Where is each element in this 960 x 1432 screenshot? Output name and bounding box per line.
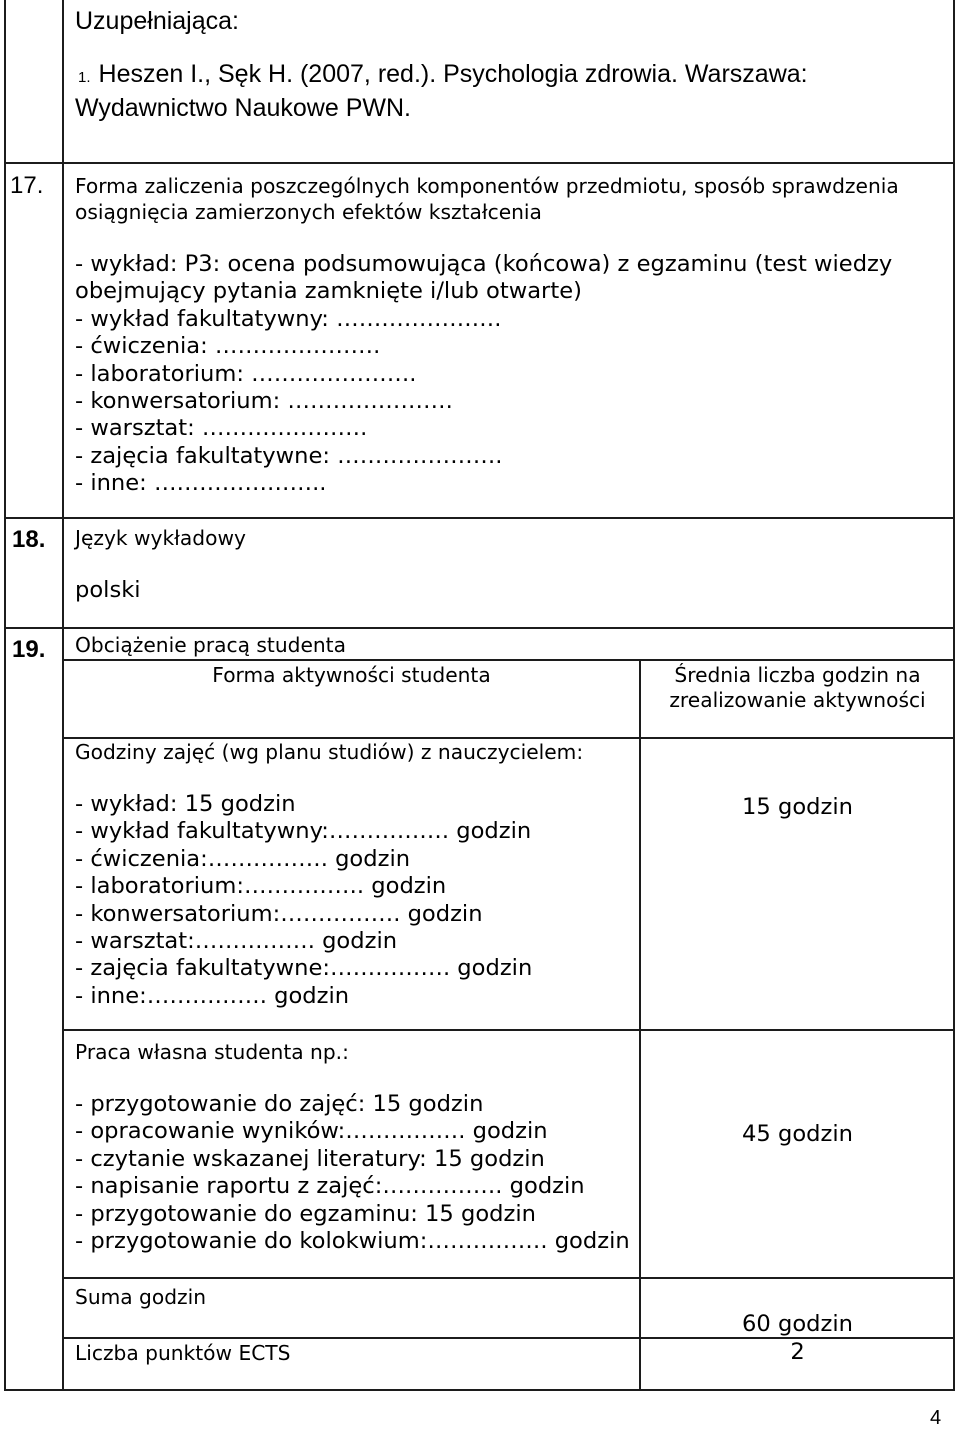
literature-label: Uzupełniająca:	[75, 7, 239, 35]
contact-hours-title: Godziny zajęć (wg planu studiów) z nauczycielem:	[75, 740, 584, 764]
literature-item-text: Heszen I., Sęk H. (2007, red.). Psychologia zdrowia. Warszawa: Wydawnictwo Naukowe PWN.	[75, 60, 808, 122]
row-divider-17	[4, 517, 955, 519]
self-study-list	[75, 1091, 630, 1255]
row-divider-18	[4, 627, 955, 629]
list-item: - konwersatorium: ………………….	[75, 388, 453, 415]
section-title-19: Obciążenie pracą studenta	[75, 633, 346, 657]
workload-column-divider	[639, 659, 641, 1391]
contact-hours-list	[75, 791, 532, 1010]
self-study-title: Praca własna studenta np.:	[75, 1040, 349, 1064]
ects-value: 2	[790, 1339, 805, 1365]
page-number: 4	[930, 1407, 942, 1429]
contact-hours-total: 15 godzin	[742, 794, 853, 820]
ects-label: Liczba punktów ECTS	[75, 1341, 291, 1365]
list-item: - warsztat:……………. godzin	[75, 928, 398, 955]
workload-contact-divider	[62, 1029, 955, 1031]
list-item: - ćwiczenia:……………. godzin	[75, 845, 411, 872]
list-item: - wykład fakultatywny: ………………….	[75, 305, 502, 332]
assessment-list	[75, 251, 935, 498]
list-item: - wykład: 15 godzin	[75, 791, 296, 817]
list-item: - przygotowanie do zajęć: 15 godzin	[75, 1091, 484, 1117]
section-title-17: Forma zaliczenia poszczególnych komponentów przedmiotu, sposób sprawdzenia osiągnięcia zamierzonych efektów kształcenia	[75, 174, 899, 224]
list-item: - inne: …………………..	[75, 470, 327, 497]
list-item: - przygotowanie do egzaminu: 15 godzin	[75, 1200, 536, 1227]
workload-selfstudy-divider	[62, 1277, 955, 1279]
table-column-divider	[62, 0, 64, 1391]
list-item: - wykład: P3: ocena podsumowująca (końcowa) z egzaminu (test wiedzy obejmujący pytania zamknięte i/lub otwarte)	[75, 251, 893, 305]
list-item: - przygotowanie do kolokwium:……………. godzin	[75, 1228, 630, 1255]
section-title-18: Język wykładowy	[75, 526, 246, 550]
list-item: - warsztat: ………………….	[75, 415, 368, 442]
language-value: polski	[75, 577, 141, 603]
list-item: - laboratorium: ………………….	[75, 360, 417, 387]
list-item: - laboratorium:……………. godzin	[75, 873, 447, 900]
row-divider-literature	[4, 162, 955, 164]
list-item: - inne:……………. godzin	[75, 982, 350, 1009]
workload-table-top	[62, 659, 955, 661]
table-border-bottom	[4, 1389, 955, 1391]
section-number-19: 19.	[12, 636, 46, 663]
section-number-18: 18.	[12, 526, 46, 553]
list-item: - opracowanie wyników:……………. godzin	[75, 1118, 548, 1145]
section-number-17: 17.	[10, 172, 44, 199]
list-item: - konwersatorium:……………. godzin	[75, 900, 483, 927]
list-item: - zajęcia fakultatywne:……………. godzin	[75, 955, 533, 982]
total-hours-value: 60 godzin	[742, 1311, 853, 1337]
table-border-left	[4, 0, 6, 1391]
self-study-hours-total: 45 godzin	[742, 1121, 853, 1147]
list-item: - zajęcia fakultatywne: ………………….	[75, 442, 503, 469]
total-hours-label: Suma godzin	[75, 1285, 207, 1309]
literature-item	[75, 59, 915, 123]
list-item: - ćwiczenia: ………………….	[75, 333, 381, 360]
literature-item-number: 1.	[78, 69, 91, 86]
list-item: - napisanie raportu z zajęć:……………. godzin	[75, 1173, 585, 1200]
workload-header-hours: Średnia liczba godzin na zrealizowanie aktywności	[669, 663, 926, 712]
list-item: - wykład fakultatywny:……………. godzin	[75, 818, 532, 845]
list-item: - czytanie wskazanej literatury: 15 godzin	[75, 1145, 545, 1172]
workload-header-activity: Forma aktywności studenta	[212, 663, 491, 687]
